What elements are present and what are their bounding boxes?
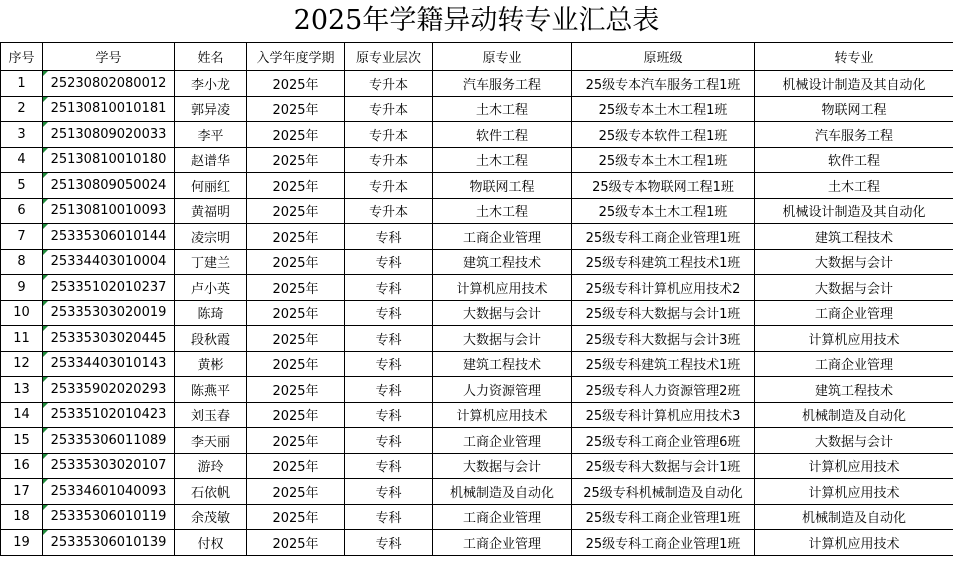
cell-name[interactable]: 石依帆 bbox=[175, 479, 247, 505]
cell-orig-level[interactable]: 专科 bbox=[345, 326, 433, 352]
cell-enroll-term[interactable]: 2025年 bbox=[247, 224, 345, 250]
cell-student-id[interactable]: 25130810010181 bbox=[43, 96, 175, 122]
header-seq: 序号 bbox=[1, 43, 43, 71]
cell-orig-level[interactable]: 专科 bbox=[345, 249, 433, 275]
cell-orig-major[interactable]: 土木工程 bbox=[433, 147, 572, 173]
header-enroll-term: 入学年度学期 bbox=[247, 43, 345, 71]
table-row bbox=[1, 402, 953, 428]
cell-new-major[interactable]: 机械制造及自动化 bbox=[755, 504, 953, 530]
cell-orig-class[interactable]: 25级专科人力资源管理2班 bbox=[572, 377, 755, 403]
cell-enroll-term[interactable]: 2025年 bbox=[247, 71, 345, 97]
cell-student-id[interactable]: 25335303020445 bbox=[43, 326, 175, 352]
cell-orig-class[interactable]: 25级专科工商企业管理1班 bbox=[572, 224, 755, 250]
cell-orig-level[interactable]: 专升本 bbox=[345, 198, 433, 224]
cell-orig-level[interactable]: 专科 bbox=[345, 300, 433, 326]
cell-student-id[interactable]: 25335306010144 bbox=[43, 224, 175, 250]
cell-orig-major[interactable]: 大数据与会计 bbox=[433, 453, 572, 479]
cell-orig-level[interactable]: 专升本 bbox=[345, 96, 433, 122]
cell-seq[interactable]: 10 bbox=[1, 300, 43, 326]
cell-student-id[interactable]: 25335306011089 bbox=[43, 428, 175, 454]
cell-seq[interactable]: 15 bbox=[1, 428, 43, 454]
cell-orig-class[interactable]: 25级专科建筑工程技术1班 bbox=[572, 351, 755, 377]
cell-student-id[interactable]: 25334601040093 bbox=[43, 479, 175, 505]
cell-orig-level[interactable]: 专科 bbox=[345, 275, 433, 301]
header-orig-major: 原专业 bbox=[433, 43, 572, 71]
header-new-major: 转专业 bbox=[755, 43, 953, 71]
cell-student-id[interactable]: 25130810010180 bbox=[43, 147, 175, 173]
sheet-title: 2025年学籍异动转专业汇总表 bbox=[293, 5, 660, 36]
cell-orig-class[interactable]: 25级专本软件工程1班 bbox=[572, 122, 755, 148]
cell-student-id[interactable]: 25130809050024 bbox=[43, 173, 175, 199]
cell-enroll-term[interactable]: 2025年 bbox=[247, 479, 345, 505]
cell-orig-level[interactable]: 专科 bbox=[345, 530, 433, 556]
cell-orig-major[interactable]: 土木工程 bbox=[433, 96, 572, 122]
cell-student-id[interactable]: 25335306010139 bbox=[43, 530, 175, 556]
cell-orig-class[interactable]: 25级专科计算机应用技术2 bbox=[572, 275, 755, 301]
cell-seq[interactable]: 7 bbox=[1, 224, 43, 250]
cell-name[interactable]: 李小龙 bbox=[175, 71, 247, 97]
cell-orig-level[interactable]: 专升本 bbox=[345, 173, 433, 199]
cell-orig-class[interactable]: 25级专本土木工程1班 bbox=[572, 96, 755, 122]
cell-enroll-term[interactable]: 2025年 bbox=[247, 428, 345, 454]
cell-enroll-term[interactable]: 2025年 bbox=[247, 275, 345, 301]
cell-orig-class[interactable]: 25级专科大数据与会计1班 bbox=[572, 300, 755, 326]
cell-student-id[interactable]: 25230802080012 bbox=[43, 71, 175, 97]
cell-new-major[interactable]: 计算机应用技术 bbox=[755, 326, 953, 352]
table-row bbox=[1, 530, 953, 556]
cell-seq[interactable]: 18 bbox=[1, 504, 43, 530]
table-body bbox=[1, 71, 953, 556]
cell-new-major[interactable]: 软件工程 bbox=[755, 147, 953, 173]
cell-orig-major[interactable]: 工商企业管理 bbox=[433, 428, 572, 454]
cell-orig-level[interactable]: 专科 bbox=[345, 402, 433, 428]
cell-orig-level[interactable]: 专升本 bbox=[345, 71, 433, 97]
cell-orig-class[interactable]: 25级专本土木工程1班 bbox=[572, 147, 755, 173]
cell-seq[interactable]: 19 bbox=[1, 530, 43, 556]
cell-name[interactable]: 付权 bbox=[175, 530, 247, 556]
cell-seq[interactable]: 13 bbox=[1, 377, 43, 403]
cell-orig-level[interactable]: 专科 bbox=[345, 479, 433, 505]
cell-enroll-term[interactable]: 2025年 bbox=[247, 377, 345, 403]
cell-orig-level[interactable]: 专科 bbox=[345, 351, 433, 377]
cell-orig-class[interactable]: 25级专科工商企业管理1班 bbox=[572, 530, 755, 556]
cell-name[interactable]: 郭异凌 bbox=[175, 96, 247, 122]
cell-seq[interactable]: 5 bbox=[1, 173, 43, 199]
table-row bbox=[1, 479, 953, 505]
cell-seq[interactable]: 1 bbox=[1, 71, 43, 97]
cell-orig-major[interactable]: 土木工程 bbox=[433, 198, 572, 224]
cell-new-major[interactable]: 工商企业管理 bbox=[755, 351, 953, 377]
cell-orig-major[interactable]: 工商企业管理 bbox=[433, 504, 572, 530]
cell-enroll-term[interactable]: 2025年 bbox=[247, 122, 345, 148]
header-orig-class: 原班级 bbox=[572, 43, 755, 71]
cell-new-major[interactable]: 大数据与会计 bbox=[755, 428, 953, 454]
cell-orig-major[interactable]: 机械制造及自动化 bbox=[433, 479, 572, 505]
cell-orig-major[interactable]: 工商企业管理 bbox=[433, 224, 572, 250]
cell-enroll-term[interactable]: 2025年 bbox=[247, 453, 345, 479]
cell-name[interactable]: 李天丽 bbox=[175, 428, 247, 454]
cell-seq[interactable]: 17 bbox=[1, 479, 43, 505]
cell-name[interactable]: 赵谱华 bbox=[175, 147, 247, 173]
cell-enroll-term[interactable]: 2025年 bbox=[247, 96, 345, 122]
cell-orig-level[interactable]: 专科 bbox=[345, 428, 433, 454]
table-row bbox=[1, 224, 953, 250]
cell-orig-class[interactable]: 25级专本物联网工程1班 bbox=[572, 173, 755, 199]
cell-new-major[interactable]: 建筑工程技术 bbox=[755, 224, 953, 250]
cell-student-id[interactable]: 25130809020033 bbox=[43, 122, 175, 148]
table-row bbox=[1, 249, 953, 275]
cell-student-id[interactable]: 25335102010423 bbox=[43, 402, 175, 428]
cell-name[interactable]: 丁建兰 bbox=[175, 249, 247, 275]
cell-name[interactable]: 陈燕平 bbox=[175, 377, 247, 403]
cell-orig-major[interactable]: 物联网工程 bbox=[433, 173, 572, 199]
transfer-table bbox=[0, 42, 953, 556]
cell-seq[interactable]: 2 bbox=[1, 96, 43, 122]
cell-orig-level[interactable]: 专科 bbox=[345, 504, 433, 530]
cell-name[interactable]: 何丽红 bbox=[175, 173, 247, 199]
cell-orig-class[interactable]: 25级专科大数据与会计1班 bbox=[572, 453, 755, 479]
cell-orig-major[interactable]: 软件工程 bbox=[433, 122, 572, 148]
cell-orig-class[interactable]: 25级专科工商企业管理1班 bbox=[572, 504, 755, 530]
cell-name[interactable]: 余茂敏 bbox=[175, 504, 247, 530]
cell-name[interactable]: 刘玉春 bbox=[175, 402, 247, 428]
cell-name[interactable]: 游玲 bbox=[175, 453, 247, 479]
table-row bbox=[1, 198, 953, 224]
cell-enroll-term[interactable]: 2025年 bbox=[247, 326, 345, 352]
cell-orig-major[interactable]: 汽车服务工程 bbox=[433, 71, 572, 97]
cell-enroll-term[interactable]: 2025年 bbox=[247, 198, 345, 224]
table-row bbox=[1, 453, 953, 479]
table-row bbox=[1, 173, 953, 199]
cell-orig-class[interactable]: 25级专科建筑工程技术1班 bbox=[572, 249, 755, 275]
cell-seq[interactable]: 14 bbox=[1, 402, 43, 428]
cell-orig-major[interactable]: 建筑工程技术 bbox=[433, 351, 572, 377]
cell-orig-level[interactable]: 专升本 bbox=[345, 147, 433, 173]
cell-student-id[interactable]: 25335902020293 bbox=[43, 377, 175, 403]
cell-orig-major[interactable]: 大数据与会计 bbox=[433, 300, 572, 326]
cell-orig-class[interactable]: 25级专本汽车服务工程1班 bbox=[572, 71, 755, 97]
cell-new-major[interactable]: 机械制造及自动化 bbox=[755, 402, 953, 428]
cell-new-major[interactable]: 物联网工程 bbox=[755, 96, 953, 122]
cell-new-major[interactable]: 计算机应用技术 bbox=[755, 530, 953, 556]
cell-seq[interactable]: 11 bbox=[1, 326, 43, 352]
cell-seq[interactable]: 12 bbox=[1, 351, 43, 377]
cell-seq[interactable]: 8 bbox=[1, 249, 43, 275]
cell-orig-major[interactable]: 大数据与会计 bbox=[433, 326, 572, 352]
cell-orig-major[interactable]: 人力资源管理 bbox=[433, 377, 572, 403]
cell-student-id[interactable]: 25335303020107 bbox=[43, 453, 175, 479]
cell-enroll-term[interactable]: 2025年 bbox=[247, 173, 345, 199]
table-row bbox=[1, 504, 953, 530]
cell-orig-major[interactable]: 计算机应用技术 bbox=[433, 275, 572, 301]
cell-name[interactable]: 卢小英 bbox=[175, 275, 247, 301]
cell-orig-major[interactable]: 建筑工程技术 bbox=[433, 249, 572, 275]
cell-new-major[interactable]: 大数据与会计 bbox=[755, 275, 953, 301]
cell-orig-level[interactable]: 专科 bbox=[345, 377, 433, 403]
cell-orig-class[interactable]: 25级专科大数据与会计3班 bbox=[572, 326, 755, 352]
cell-seq[interactable]: 6 bbox=[1, 198, 43, 224]
cell-enroll-term[interactable]: 2025年 bbox=[247, 351, 345, 377]
header-student-id: 学号 bbox=[43, 43, 175, 71]
cell-seq[interactable]: 3 bbox=[1, 122, 43, 148]
cell-new-major[interactable]: 汽车服务工程 bbox=[755, 122, 953, 148]
cell-new-major[interactable]: 土木工程 bbox=[755, 173, 953, 199]
cell-orig-level[interactable]: 专科 bbox=[345, 453, 433, 479]
cell-student-id[interactable]: 25335303020019 bbox=[43, 300, 175, 326]
cell-student-id[interactable]: 25130810010093 bbox=[43, 198, 175, 224]
cell-seq[interactable]: 4 bbox=[1, 147, 43, 173]
table-row bbox=[1, 147, 953, 173]
table-row bbox=[1, 300, 953, 326]
cell-orig-class[interactable]: 25级专本土木工程1班 bbox=[572, 198, 755, 224]
cell-student-id[interactable]: 25334403010004 bbox=[43, 249, 175, 275]
cell-student-id[interactable]: 25335102010237 bbox=[43, 275, 175, 301]
header-row bbox=[1, 43, 953, 71]
cell-enroll-term[interactable]: 2025年 bbox=[247, 504, 345, 530]
cell-enroll-term[interactable]: 2025年 bbox=[247, 300, 345, 326]
header-name: 姓名 bbox=[175, 43, 247, 71]
table-row bbox=[1, 326, 953, 352]
cell-orig-level[interactable]: 专科 bbox=[345, 224, 433, 250]
table-row bbox=[1, 122, 953, 148]
cell-new-major[interactable]: 工商企业管理 bbox=[755, 300, 953, 326]
cell-new-major[interactable]: 机械设计制造及其自动化 bbox=[755, 198, 953, 224]
cell-name[interactable]: 段秋霞 bbox=[175, 326, 247, 352]
cell-name[interactable]: 李平 bbox=[175, 122, 247, 148]
cell-new-major[interactable]: 大数据与会计 bbox=[755, 249, 953, 275]
cell-name[interactable]: 凌宗明 bbox=[175, 224, 247, 250]
cell-new-major[interactable]: 建筑工程技术 bbox=[755, 377, 953, 403]
table-row bbox=[1, 428, 953, 454]
table-row bbox=[1, 71, 953, 97]
cell-orig-major[interactable]: 计算机应用技术 bbox=[433, 402, 572, 428]
table-row bbox=[1, 275, 953, 301]
cell-orig-class[interactable]: 25级专科计算机应用技术3 bbox=[572, 402, 755, 428]
cell-student-id[interactable]: 25334403010143 bbox=[43, 351, 175, 377]
cell-enroll-term[interactable]: 2025年 bbox=[247, 147, 345, 173]
cell-student-id[interactable]: 25335306010119 bbox=[43, 504, 175, 530]
cell-orig-class[interactable]: 25级专科工商企业管理6班 bbox=[572, 428, 755, 454]
cell-name[interactable]: 黄彬 bbox=[175, 351, 247, 377]
cell-new-major[interactable]: 计算机应用技术 bbox=[755, 453, 953, 479]
cell-name[interactable]: 黄福明 bbox=[175, 198, 247, 224]
cell-enroll-term[interactable]: 2025年 bbox=[247, 402, 345, 428]
cell-enroll-term[interactable]: 2025年 bbox=[247, 530, 345, 556]
cell-name[interactable]: 陈琦 bbox=[175, 300, 247, 326]
cell-new-major[interactable]: 机械设计制造及其自动化 bbox=[755, 71, 953, 97]
cell-orig-major[interactable]: 工商企业管理 bbox=[433, 530, 572, 556]
table-row bbox=[1, 377, 953, 403]
cell-new-major[interactable]: 计算机应用技术 bbox=[755, 479, 953, 505]
header-orig-level: 原专业层次 bbox=[345, 43, 433, 71]
table-row bbox=[1, 351, 953, 377]
cell-seq[interactable]: 16 bbox=[1, 453, 43, 479]
cell-seq[interactable]: 9 bbox=[1, 275, 43, 301]
cell-orig-level[interactable]: 专升本 bbox=[345, 122, 433, 148]
table-row bbox=[1, 96, 953, 122]
cell-orig-class[interactable]: 25级专科机械制造及自动化 bbox=[572, 479, 755, 505]
cell-enroll-term[interactable]: 2025年 bbox=[247, 249, 345, 275]
